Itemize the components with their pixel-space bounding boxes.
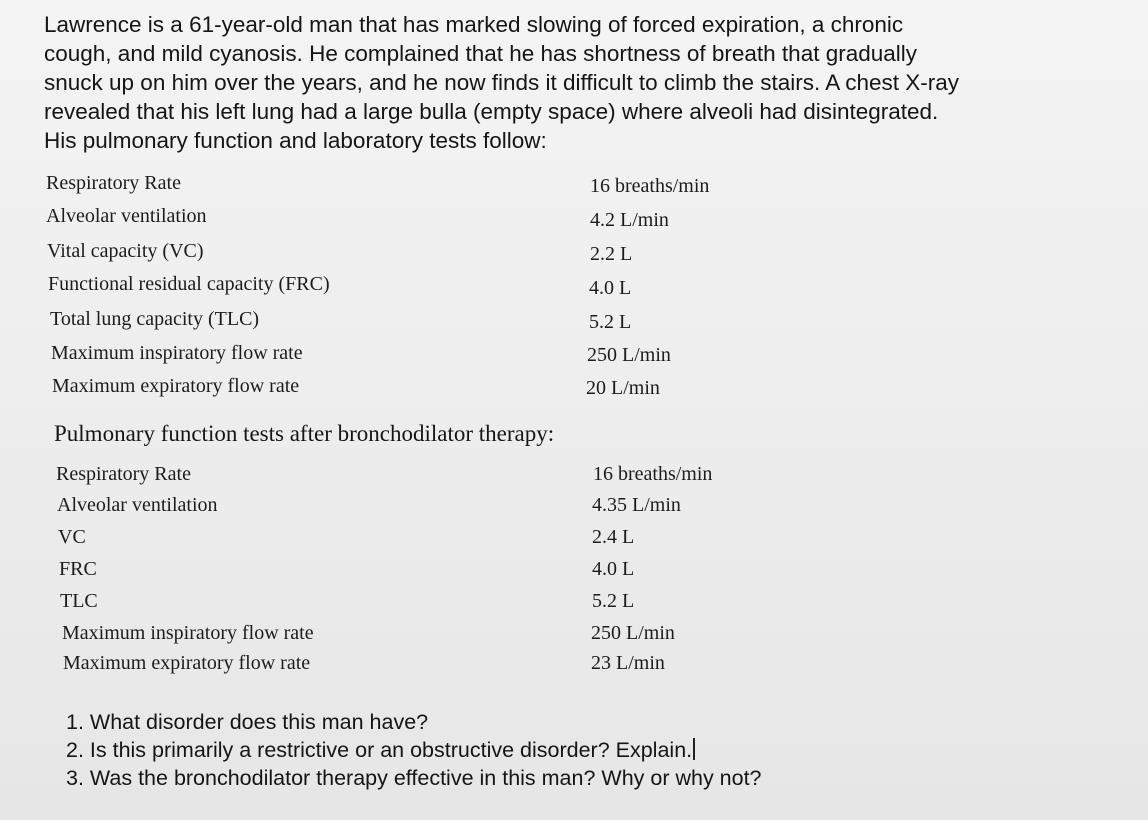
measure-label: Alveolar ventilation xyxy=(46,205,207,227)
measure-value: 4.35 L/min xyxy=(592,494,681,516)
measure-value: 2.4 L xyxy=(592,526,635,548)
measure-value: 250 L/min xyxy=(591,622,675,644)
measure-value: 4.0 L xyxy=(589,277,632,299)
measure-label: Maximum inspiratory flow rate xyxy=(51,342,303,364)
post-therapy-heading: Pulmonary function tests after bronchodilator therapy: xyxy=(54,421,555,446)
text-cursor xyxy=(693,738,695,760)
case-description-line: His pulmonary function and laboratory tests follow: xyxy=(44,128,547,153)
measure-value: 16 breaths/min xyxy=(590,175,710,197)
measure-label: FRC xyxy=(59,558,97,580)
measure-value: 250 L/min xyxy=(587,344,671,366)
question-list xyxy=(66,708,762,792)
measure-label: Maximum inspiratory flow rate xyxy=(62,622,314,644)
measure-label: Vital capacity (VC) xyxy=(47,240,204,262)
case-description-line: cough, and mild cyanosis. He complained that he has shortness of breath that gradually xyxy=(44,41,918,66)
question-item: 1. What disorder does this man have? xyxy=(66,710,429,734)
post-therapy-table xyxy=(56,463,746,678)
measure-label: Respiratory Rate xyxy=(56,463,191,485)
measure-label: VC xyxy=(58,526,86,548)
measure-value: 4.0 L xyxy=(592,558,635,580)
pulmonary-function-table xyxy=(46,172,746,402)
question-text: 2. Is this primarily a restrictive or an obstructive disorder? Explain. xyxy=(66,738,693,762)
measure-value: 5.2 L xyxy=(592,590,635,612)
measure-label: Maximum expiratory flow rate xyxy=(63,652,311,674)
measure-label: Total lung capacity (TLC) xyxy=(50,308,260,330)
case-description xyxy=(44,10,1054,155)
measure-label: Functional residual capacity (FRC) xyxy=(48,273,330,295)
case-description-line: revealed that his left lung had a large bulla (empty space) where alveoli had disintegrated. xyxy=(44,99,939,124)
case-description-line: Lawrence is a 61-year-old man that has marked slowing of forced expiration, a chronic xyxy=(44,12,904,37)
measure-label: Alveolar ventilation xyxy=(57,494,218,516)
case-description-line: snuck up on him over the years, and he now finds it difficult to climb the stairs. A chest X-ray xyxy=(44,70,960,95)
measure-value: 16 breaths/min xyxy=(593,463,713,485)
measure-value: 4.2 L/min xyxy=(590,209,669,231)
question-item: 3. Was the bronchodilator therapy effective in this man? Why or why not? xyxy=(66,766,762,790)
measure-value: 20 L/min xyxy=(586,377,660,399)
measure-label: Maximum expiratory flow rate xyxy=(52,375,300,397)
measure-value: 5.2 L xyxy=(589,311,632,333)
measure-label: TLC xyxy=(60,590,98,612)
measure-value: 23 L/min xyxy=(591,652,665,674)
measure-label: Respiratory Rate xyxy=(46,172,181,194)
measure-value: 2.2 L xyxy=(590,243,633,265)
question-item xyxy=(66,736,762,764)
